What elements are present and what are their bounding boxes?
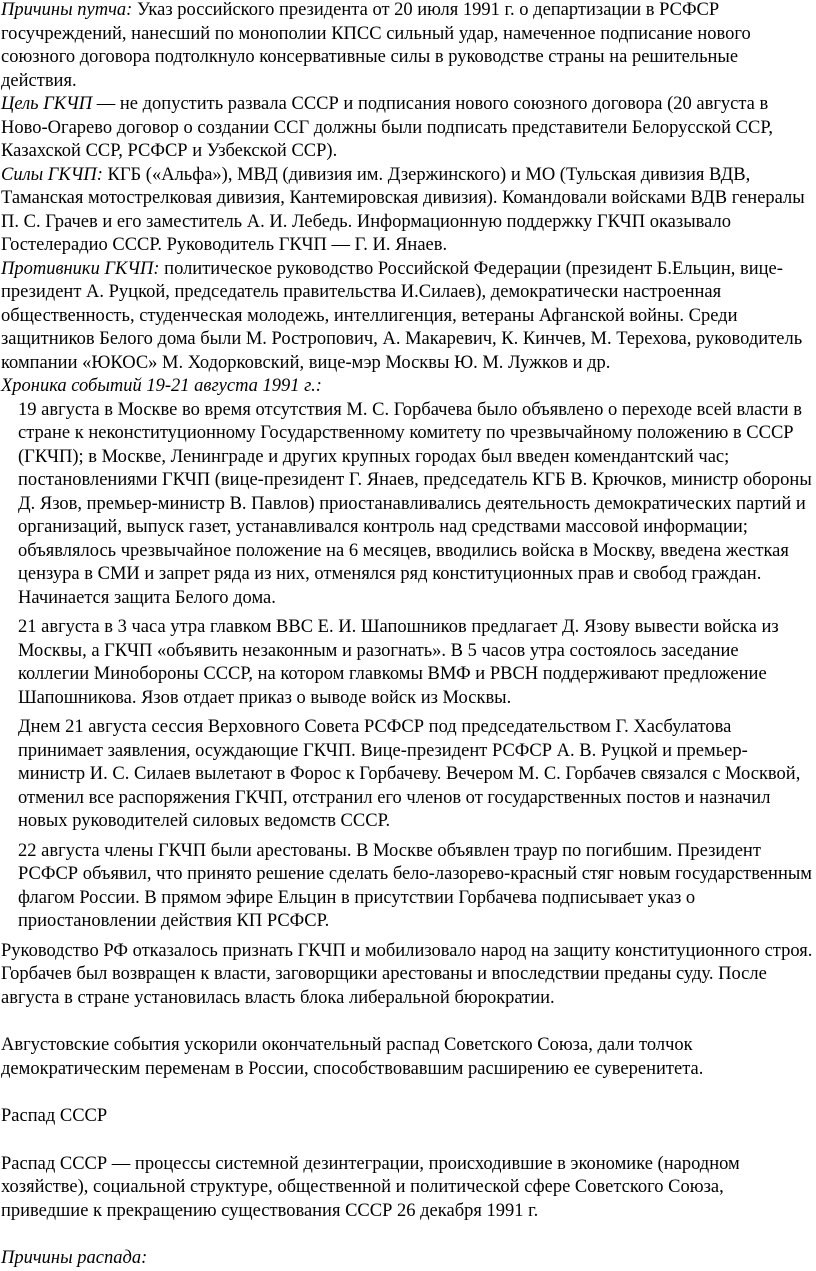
forces-label: Силы ГКЧП: <box>1 164 103 185</box>
opponents-paragraph <box>0 258 816 376</box>
chronicle-item-aug19: 19 августа в Москве во время отсутствия М. С. Горбачева было объявлено о переходе всей власти в стране к неконституционному Государственному комитету по чрезвычайному положению в СССР (ГКЧП); в Москве, Ленинграде и других крупных городах был введен комендантский час; постановлениями ГКЧП (вице-президент Г. Янаев, председатель КГБ В. Крючков, министр обороны Д. Язов, премьер-министр В. Павлов) приостанавливались деятельность демократических партий и организаций, выпуск газет, устанавливался контроль над средствами массовой информации; объявлялось чрезвычайное положение на 6 месяцев, вводились войска в Москву, введена жесткая цензура в СМИ и запрет ряда из них, отменялся ряд конституционных прав и свобод граждан. Начинается защита Белого дома. <box>18 399 812 608</box>
forces-text: КГБ («Альфа»), МВД (дивизия им. Дзержинского) и МО (Тульская дивизия ВДВ, Таманская мотострелковая дивизия, Кантемировская дивизия). Командовали войсками ВДВ генералы П. С. Грачев и его заместитель А. И. Лебедь. Информационную поддержку ГКЧП оказывало Гостелерадио СССР. Руководитель ГКЧП — Г. И. Янаев. <box>1 164 805 255</box>
causes-paragraph <box>0 0 816 93</box>
ussr-breakup-heading: Распад СССР <box>1 1106 108 1126</box>
ussr-breakup-definition: Распад СССР — процессы системной дезинтеграции, происходившие в экономике (народном хозяйстве), социальной структуре, общественной и политической сфере Советского Союза, приведшие к прекращению существования СССР 26 декабря 1991 г. <box>1 1153 740 1221</box>
opponents-text: политическое руководство Российской Федерации (президент Б.Ельцин, вице-президент А. Руцкой, председатель правительства И.Силаев), демократически настроенная общественность, студенческая молодежь, интеллигенция, ветераны Афганской войны. Среди защитников Белого дома были М. Ростропович, А. Макаревич, К. Кинчев, М. Терехова, руководитель компании «ЮКОС» М. Ходорковский, вице-мэр Москвы Ю. М. Лужков и др. <box>1 258 803 373</box>
chronicle-item-aug21-day: Днем 21 августа сессия Верховного Совета РСФСР под председательством Г. Хасбулатова принимает заявления, осуждающие ГКЧП. Вице-президент РСФСР А. В. Руцкой и премьер-министр И. С. Силаев вылетают в Форос к Горбачеву. Вечером М. С. Горбачев связался с Москвой, отменил все распоряжения ГКЧП, отстранил его членов от государственных постов и назначил новых руководителей силовых ведомств СССР. <box>18 717 801 831</box>
goal-paragraph <box>0 93 816 164</box>
causes-text: Указ российского президента от 20 июля 1991 г. о департизации в РСФСР госучреждений, нанесший по монополии КПСС сильный удар, намеченное подписание нового союзного договора подтолкнуло консервативные силы в руководстве страны на решительные действия. <box>1 0 751 91</box>
goal-text: — не допустить развала СССР и подписания нового союзного договора (20 августа в Ново-Огарево договор о создании ССГ должны были подписать представители Белорусской ССР, Казахской ССР, РСФСР и Узбекской ССР). <box>1 94 773 161</box>
forces-paragraph <box>0 164 816 258</box>
chronicle-heading: Хроника событий 19-21 августа 1991 г.: <box>1 376 322 396</box>
consequences-paragraph: Августовские события ускорили окончательный распад Советского Союза, дали толчок демократическим переменам в России, способствовавшим расширению ее суверенитета. <box>1 1035 704 1079</box>
outcome-paragraph: Руководство РФ отказалось признать ГКЧП и мобилизовало народ на защиту конституционного строя. Горбачев был возвращен к власти, заговорщики арестованы и впоследствии преданы суду. После августа в стране установилась власть блока либеральной бюрократии. <box>1 940 813 1008</box>
goal-label: Цель ГКЧП <box>1 94 93 114</box>
causes-label: Причины путча: <box>1 0 133 20</box>
chronicle-item-aug21-morning: 21 августа в 3 часа утра главком ВВС Е. И. Шапошников предлагает Д. Язову вывести войска из Москвы, а ГКЧП «объявить незаконным и разогнать». В 5 часов утра состоялось заседание коллегии Минобороны СССР, на котором главкомы ВМФ и РВСН поддерживают предложение Шапошникова. Язов отдает приказ о выводе войск из Москвы. <box>18 617 779 708</box>
breakup-causes-heading: Причины распада: <box>1 1248 148 1268</box>
opponents-label: Противники ГКЧП: <box>1 258 160 279</box>
chronicle-item-aug22: 22 августа члены ГКЧП были арестованы. В Москве объявлен траур по погибшим. Президент РСФСР объявил, что принято решение сделать бело-лазорево-красный стяг новым государственным флагом России. В прямом эфире Ельцин в присутствии Горбачева подписывает указ о приостановлении действия КП РСФСР. <box>18 840 812 931</box>
